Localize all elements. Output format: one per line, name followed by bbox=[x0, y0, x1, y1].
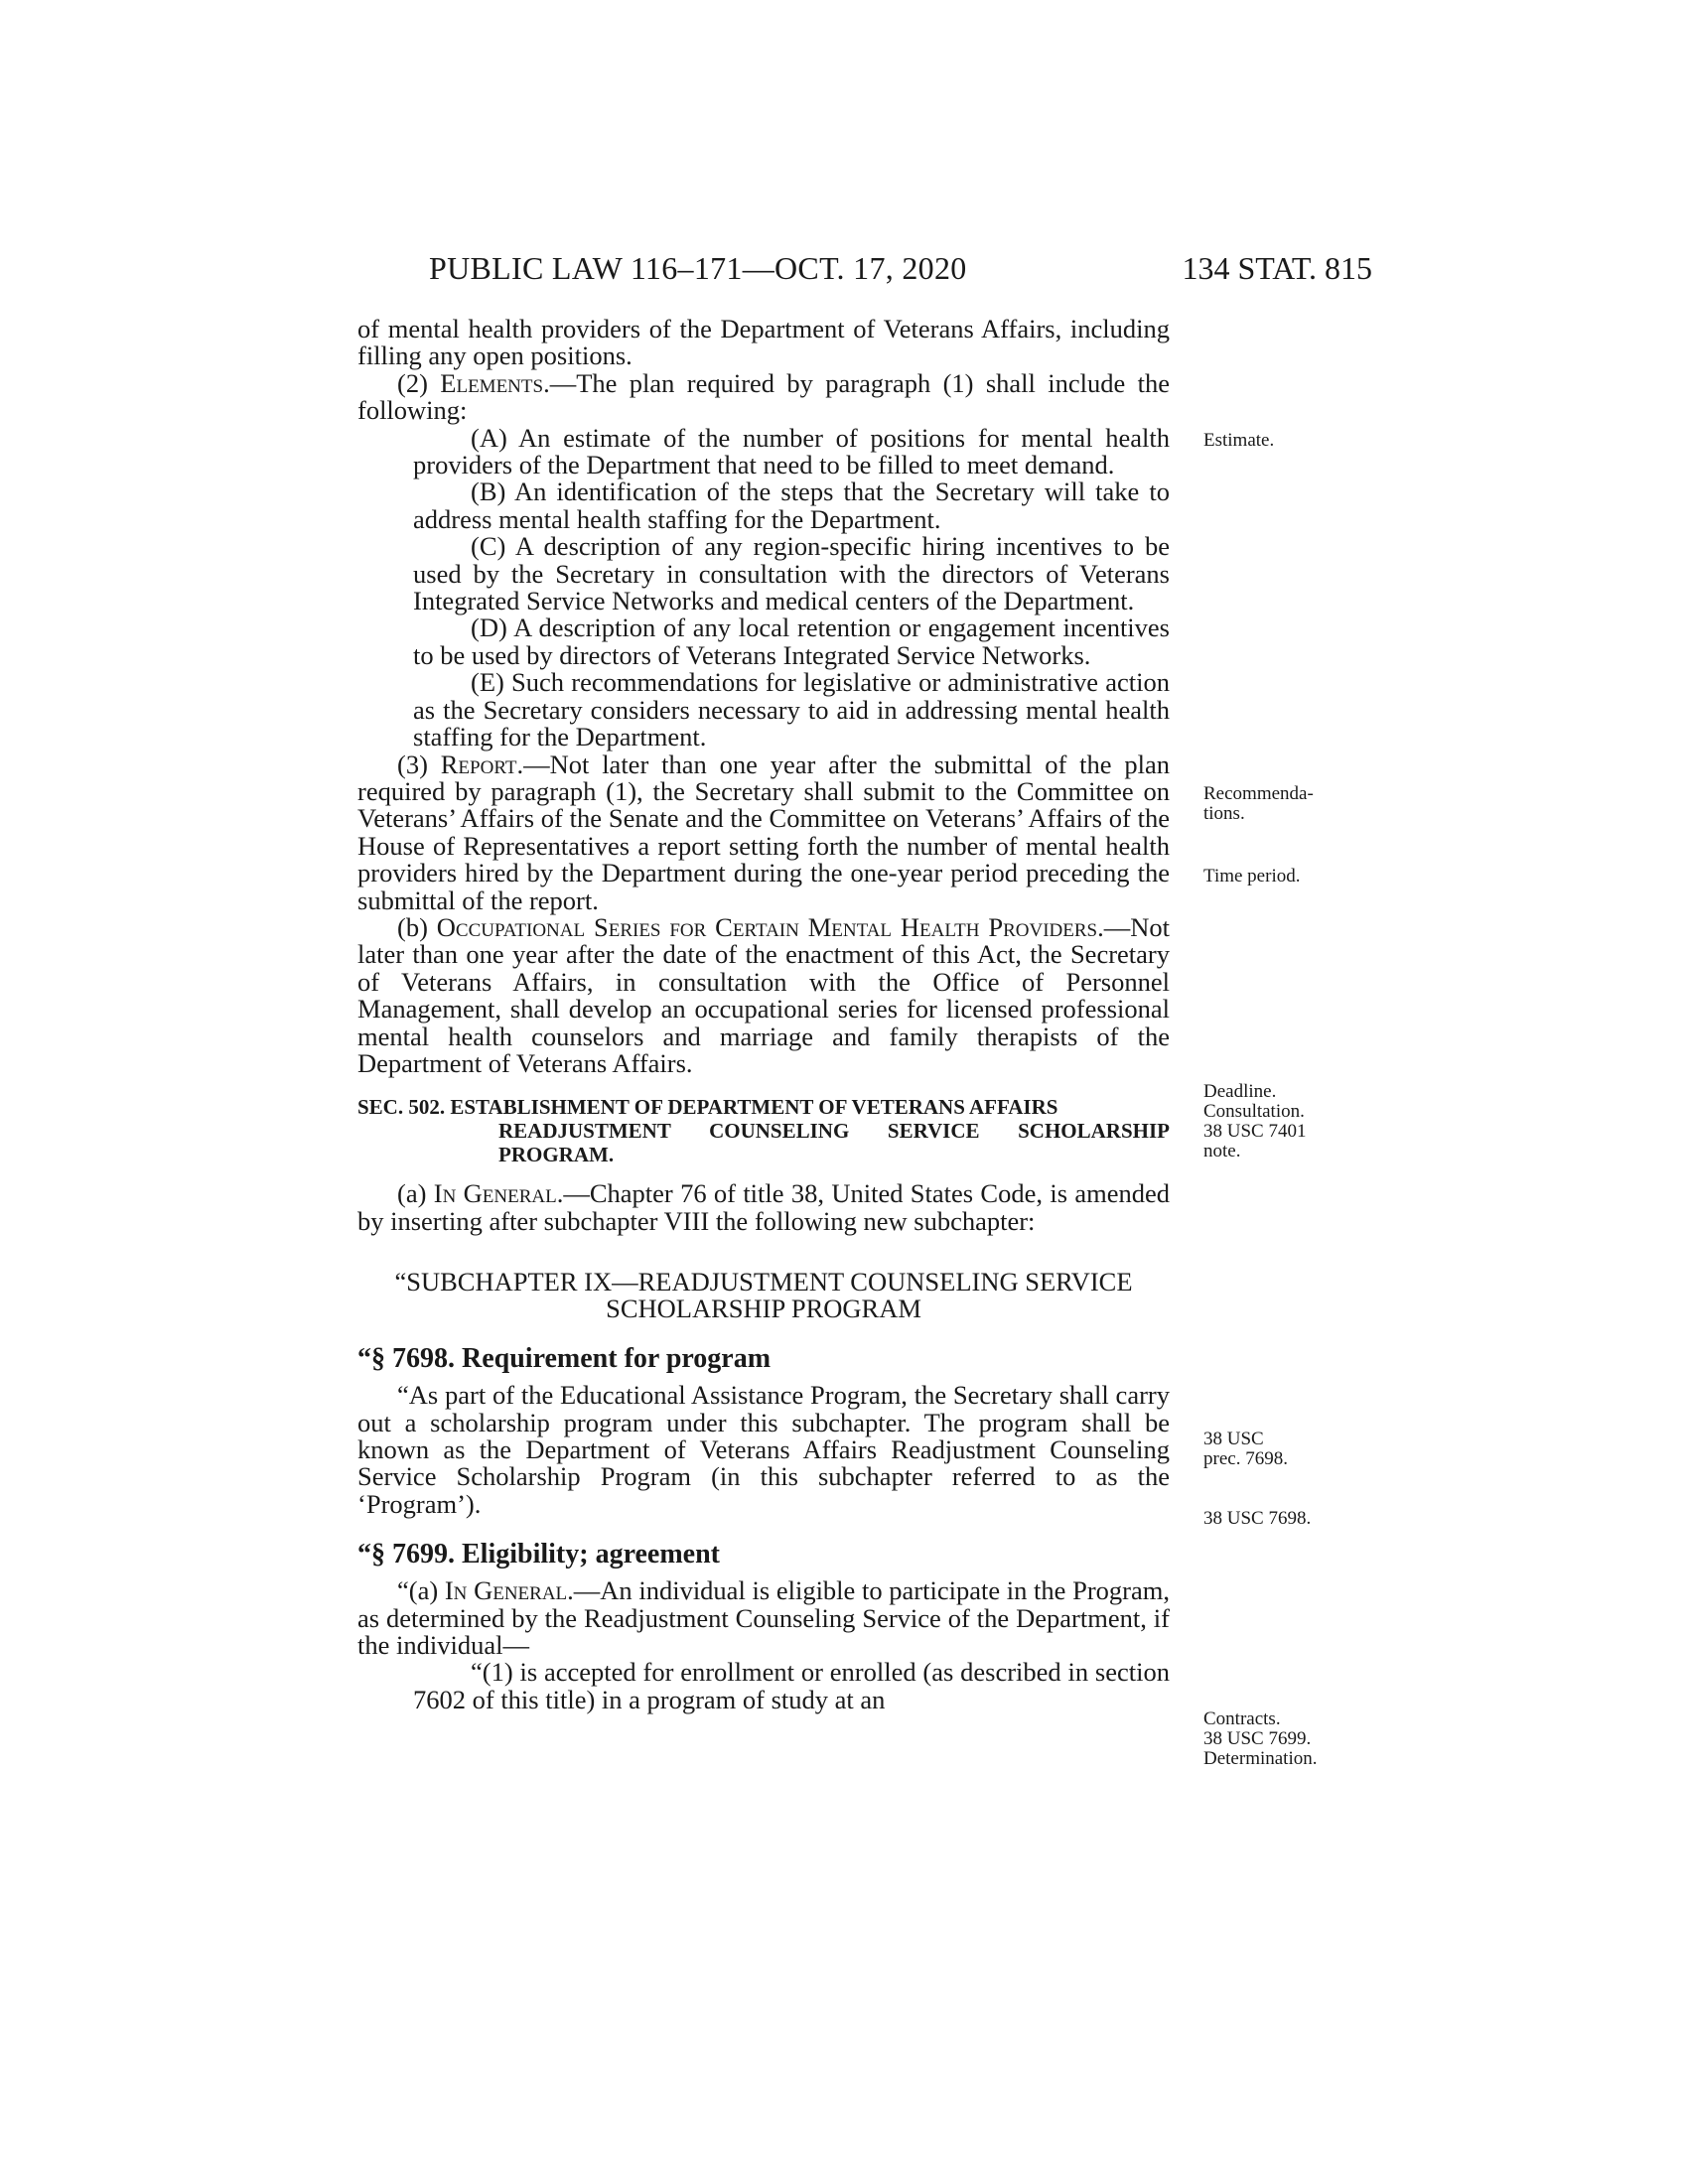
subparagraph-A: (A) An estimate of the number of positions for mental health providers of the Department that need to be filled to meet demand. bbox=[413, 422, 1170, 480]
margin-note-usc-7698: 38 USC 7698. bbox=[1203, 1508, 1312, 1529]
subsection-text: .—An individual is eligible to participate in the Program, as determined by the Readjustment Counseling Service of the Department, if the individual— bbox=[357, 1575, 1170, 1661]
subparagraph-E: (E) Such recommendations for legislative or administrative action as the Secretary considers necessary to aid in addressing mental health staffing for the Department. bbox=[413, 667, 1170, 752]
section-7698-text: “As part of the Educational Assistance Program, the Secretary shall carry out a scholarship program under this subchapter. The program shall be known as the Department of Veterans Affairs Readjustment Counseling Service Scholarship Program (in this subchapter referred to as the ‘Program’). bbox=[357, 1380, 1170, 1519]
section-7698-heading: “§ 7698. Requirement for program bbox=[357, 1343, 772, 1375]
paragraph-3-report bbox=[357, 751, 1170, 914]
margin-note-determination: Determination. bbox=[1203, 1748, 1318, 1769]
paragraph-text: .—The plan required by paragraph (1) shall include the following: bbox=[357, 367, 1171, 426]
margin-note-time-period: Time period. bbox=[1203, 866, 1301, 887]
subsection-b bbox=[357, 911, 1170, 1078]
section-title-line-1: ESTABLISHMENT OF DEPARTMENT OF VETERANS AFFAIRS bbox=[450, 1095, 1058, 1120]
margin-note-usc-7699: 38 USC 7699. bbox=[1203, 1728, 1312, 1749]
subparagraph-D: (D) A description of any local retention or engagement incentives to be used by directors of Veterans Integrated Service Networks. bbox=[413, 613, 1170, 670]
margin-note-contracts-block bbox=[1203, 1709, 1362, 1769]
paragraph-label: Elements bbox=[440, 367, 544, 398]
paragraph-2-elements bbox=[357, 367, 1171, 426]
section-7699-subsection-a bbox=[357, 1577, 1170, 1659]
margin-note-usc-prec bbox=[1203, 1430, 1362, 1469]
margin-note-deadline-block bbox=[1203, 1082, 1362, 1161]
section-number: SEC. 502. bbox=[357, 1095, 451, 1120]
header-page-number: 134 STAT. 815 bbox=[1182, 250, 1372, 286]
subparagraph-C: (C) A description of any region-specific hiring incentives to be used by the Secretary in consultation with the directors of Veterans Integrated Service Networks and medical centers of the Department. bbox=[413, 531, 1170, 616]
paragraph-continuation: of mental health providers of the Department of Veterans Affairs, including filling any open positions. bbox=[357, 314, 1170, 371]
section-7699-heading: “§ 7699. Eligibility; agreement bbox=[357, 1539, 720, 1570]
subchapter-heading bbox=[357, 1269, 1170, 1322]
subsection-number: (a) bbox=[397, 1178, 434, 1209]
margin-note-note: note. bbox=[1203, 1141, 1241, 1161]
margin-note-estimate: Estimate. bbox=[1203, 430, 1275, 451]
margin-note-usc-prec-line-1: 38 USC bbox=[1203, 1429, 1264, 1449]
margin-note-consultation: Consultation. bbox=[1203, 1101, 1305, 1122]
subsection-label: In General bbox=[444, 1575, 568, 1606]
subsection-number: (b) bbox=[397, 911, 437, 942]
subsection-label: Occupational Series for Certain Mental Health Providers bbox=[436, 911, 1098, 942]
margin-note-recommendations: Recommenda- tions. bbox=[1203, 783, 1314, 824]
margin-note-usc-7401: 38 USC 7401 bbox=[1203, 1121, 1307, 1142]
subsection-text: .—Not later than one year after the date of the enactment of this Act, the Secretary of Veterans Affairs, in consultation with the Office of Personnel Management, shall develop an occupational series for licensed professional mental health counselors and marriage and family therapists of the Department of Veterans Affairs. bbox=[357, 911, 1170, 1078]
subsection-a bbox=[357, 1180, 1170, 1235]
section-7699-paragraph-1: “(1) is accepted for enrollment or enrolled (as described in section 7602 of this title) in a program of study at an bbox=[413, 1657, 1170, 1714]
subsection-label: In General bbox=[433, 1178, 557, 1209]
section-heading bbox=[357, 1095, 1170, 1166]
subchapter-heading-line-1: “SUBCHAPTER IX—READJUSTMENT COUNSELING SERVICE bbox=[394, 1267, 1133, 1297]
paragraph-number: (3) bbox=[397, 749, 441, 779]
margin-note-contracts: Contracts. bbox=[1203, 1708, 1281, 1729]
section-title-line-2: READJUSTMENT COUNSELING SERVICE SCHOLARSHIP PROGRAM. bbox=[498, 1119, 1170, 1167]
subsection-number: “(a) bbox=[397, 1575, 445, 1606]
document-body bbox=[357, 316, 1170, 1713]
subchapter-heading-line-2: SCHOLARSHIP PROGRAM bbox=[606, 1294, 921, 1324]
paragraph-label: Report bbox=[440, 749, 517, 779]
margin-note-deadline: Deadline. bbox=[1203, 1081, 1277, 1102]
page-header bbox=[357, 250, 1372, 290]
header-title: PUBLIC LAW 116–171—OCT. 17, 2020 bbox=[429, 250, 967, 286]
subparagraph-B: (B) An identification of the steps that the Secretary will take to address mental health staffing for the Department. bbox=[413, 477, 1170, 534]
paragraph-text: .—Not later than one year after the submittal of the plan required by paragraph (1), the Secretary shall submit to the Committee on Veterans’ Affairs of the Senate and the Committee on Veterans’ Affairs of the House of Representatives a report setting forth the number of mental health providers hired by the Department during the one-year period preceding the submittal of the report. bbox=[357, 749, 1170, 915]
margin-note-usc-prec-line-2: prec. 7698. bbox=[1203, 1448, 1288, 1469]
paragraph-number: (2) bbox=[397, 367, 441, 398]
subsection-text: .—Chapter 76 of title 38, United States Code, is amended by inserting after subchapter VIII the following new subchapter: bbox=[357, 1178, 1170, 1236]
